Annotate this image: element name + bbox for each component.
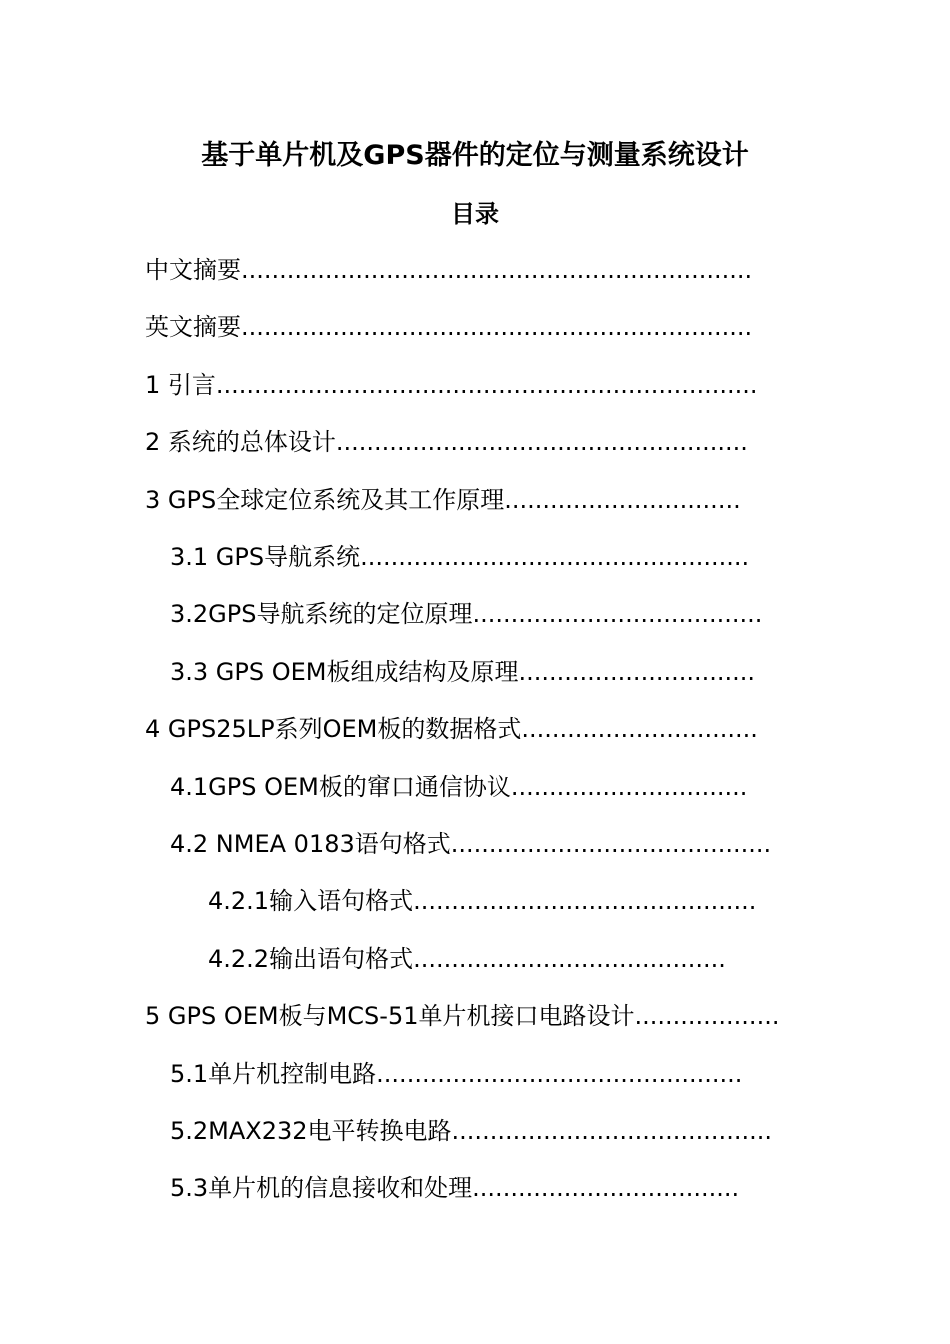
toc-entry[interactable] (145, 998, 779, 1034)
toc-entry-leader-dots: ................... (634, 1002, 780, 1030)
toc-entry-leader-dots: ....................................................................... (215, 371, 758, 399)
toc-entry[interactable] (170, 1113, 772, 1149)
toc-entry-label: 5 GPS OEM板与MCS-51单片机接口电路设计 (145, 1002, 635, 1030)
toc-entry-label: 4.1GPS OEM板的窜口通信协议 (170, 773, 511, 801)
toc-entry-label: 3.3 GPS OEM板组成结构及原理 (170, 658, 519, 686)
toc-entry-leader-dots: .......................................... (451, 1117, 772, 1145)
toc-entry-label: 5.3单片机的信息接收和处理 (170, 1174, 473, 1202)
toc-entry-leader-dots: ................................................................... (241, 256, 753, 284)
toc-entry-label: 5.2MAX232电平转换电路 (170, 1117, 452, 1145)
toc-entry-label: 中文摘要 (145, 256, 241, 284)
toc-entry-leader-dots: ............................... (518, 658, 755, 686)
toc-entry-label: 3.1 GPS导航系统 (170, 543, 361, 571)
toc-entry-label: 4.2 NMEA 0183语句格式 (170, 830, 451, 858)
toc-entry-label: 3.2GPS导航系统的定位原理 (170, 600, 473, 628)
toc-entry-label: 5.1单片机控制电路 (170, 1060, 377, 1088)
document-title: 基于单片机及GPS器件的定位与测量系统设计 (201, 140, 749, 171)
toc-entry[interactable] (145, 482, 741, 518)
toc-entry-leader-dots: ................................................................... (241, 313, 753, 341)
toc-entry-leader-dots: ................................... (472, 1174, 740, 1202)
toc-heading: 目录 (451, 200, 499, 228)
toc-entry-label: 英文摘要 (145, 313, 241, 341)
toc-entry-leader-dots: ................................................ (376, 1060, 743, 1088)
toc-entry[interactable] (170, 769, 747, 805)
toc-entry[interactable] (145, 424, 748, 460)
toc-entry[interactable] (145, 309, 752, 345)
toc-entry-leader-dots: ............................... (521, 715, 758, 743)
toc-entry-label: 1 引言 (145, 371, 216, 399)
toc-entry[interactable] (145, 367, 758, 403)
toc-entry[interactable] (208, 883, 756, 919)
toc-entry-label: 2 系统的总体设计 (145, 428, 336, 456)
toc-entry-leader-dots: ................................................... (360, 543, 750, 571)
toc-entry[interactable] (170, 826, 771, 862)
toc-entry-leader-dots: ............................... (504, 486, 741, 514)
toc-entry-leader-dots: ...................................... (472, 600, 763, 628)
toc-entry-leader-dots: ......................................... (413, 945, 726, 973)
toc-entry-leader-dots: ............................... (510, 773, 748, 801)
toc-entry-label: 4.2.1输入语句格式 (208, 887, 414, 915)
toc-entry-label: 3 GPS全球定位系统及其工作原理 (145, 486, 505, 514)
toc-entry[interactable] (170, 1056, 742, 1092)
toc-entry[interactable] (170, 1170, 739, 1206)
toc-entry[interactable] (145, 711, 758, 747)
toc-entry[interactable] (145, 252, 752, 288)
toc-entry-label: 4 GPS25LP系列OEM板的数据格式 (145, 715, 522, 743)
toc-entry-leader-dots: .......................................... (450, 830, 772, 858)
toc-entry[interactable] (170, 654, 755, 690)
toc-entry-label: 4.2.2输出语句格式 (208, 945, 414, 973)
toc-entry[interactable] (208, 941, 726, 977)
toc-entry[interactable] (170, 596, 762, 632)
toc-entry-leader-dots: ...................................................... (335, 428, 748, 456)
toc-entry-leader-dots: ............................................. (413, 887, 757, 915)
toc-entry[interactable] (170, 539, 749, 575)
